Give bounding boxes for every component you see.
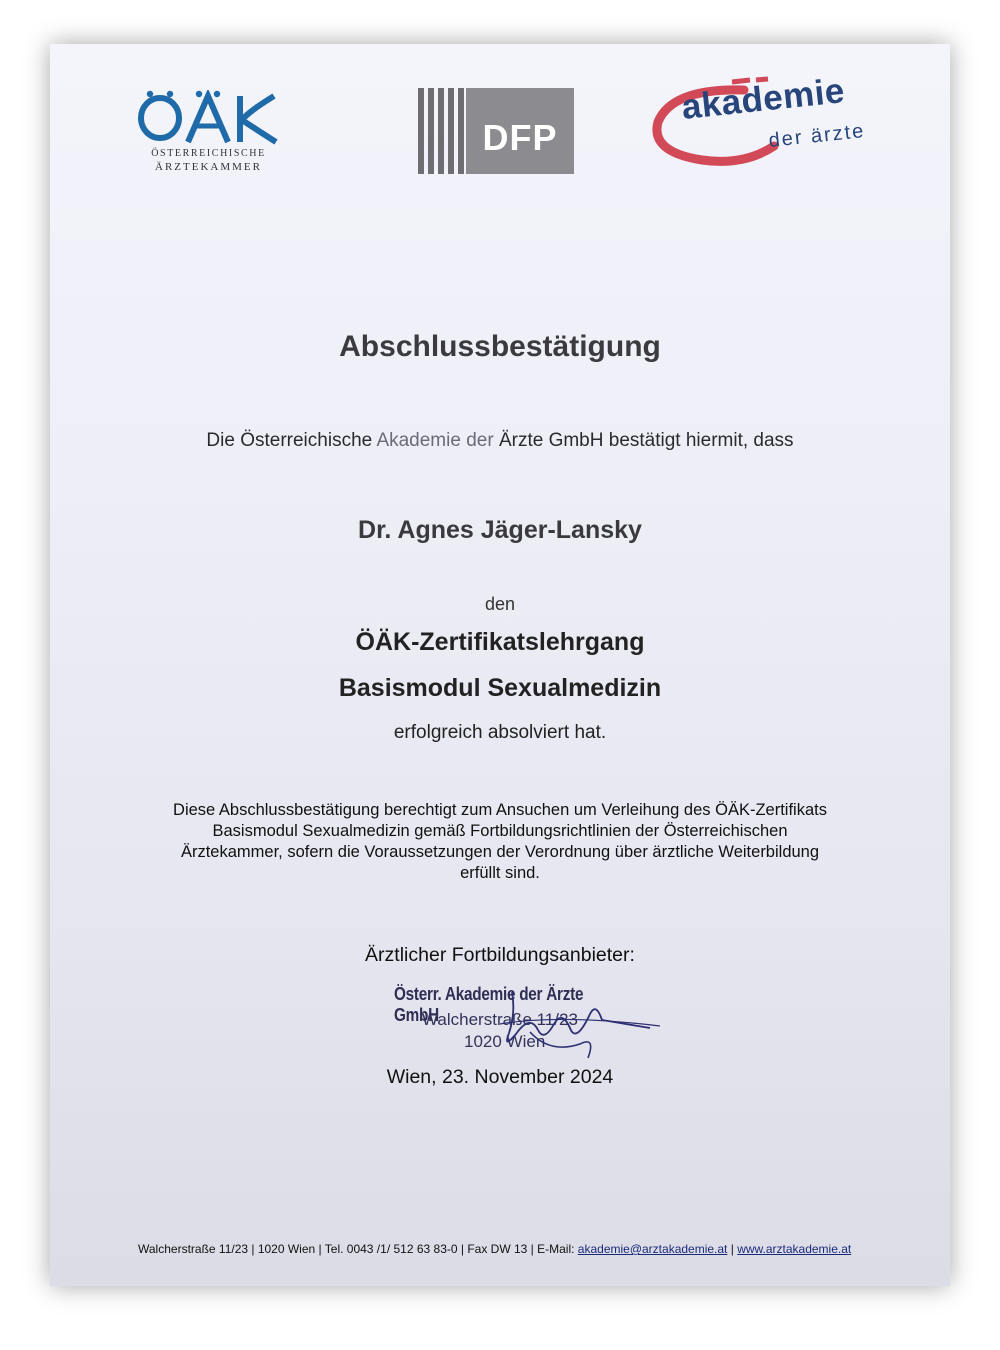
oeak-logo-line2: ÄRZTEKAMMER xyxy=(155,161,262,173)
footer-contact xyxy=(138,1242,878,1256)
certificate-paper xyxy=(50,44,950,1286)
issue-date: Wien, 23. November 2024 xyxy=(386,1066,614,1088)
stamp-line1: Österr. Akademie der Ärzte GmbH xyxy=(394,984,584,1025)
completion-text: erfolgreich absolviert hat. xyxy=(393,722,607,743)
certificate-intro xyxy=(50,430,950,452)
paragraph-line: Diese Abschlussbestätigung berechtigt zum Ansuchen um Verleihung des ÖÄK-Zertifikats xyxy=(173,801,827,819)
signature-icon xyxy=(420,984,670,1064)
intro-text-end: Ärzte GmbH bestätigt hiermit, dass xyxy=(493,430,794,451)
footer-address: Walcherstraße 11/23 | 1020 Wien | Tel. 0043 /1/ 512 63 83-0 | Fax DW 13 | E-Mail: xyxy=(138,1242,578,1256)
stamp-line3: 1020 Wien xyxy=(464,1032,546,1051)
akademie-logo-subtitle: der ärzte xyxy=(767,119,867,153)
stamp-line2: Walcherstraße 11/23 xyxy=(422,1010,578,1029)
intro-text-start: Die Österreichische xyxy=(206,430,377,451)
footer-separator: | xyxy=(727,1242,738,1256)
paragraph-line: Ärztekammer, sofern die Voraussetzungen der Verordnung über ärztliche Weiterbildung xyxy=(180,843,820,861)
course-title: ÖÄK-Zertifikatslehrgang xyxy=(355,628,645,656)
paragraph-line: Basismodul Sexualmedizin gemäß Fortbildungsrichtlinien der Österreichischen xyxy=(212,822,788,840)
paragraph-line: erfüllt sind. xyxy=(460,864,540,882)
eligibility-paragraph xyxy=(110,800,890,884)
dfp-logo xyxy=(418,88,574,174)
akademie-logo-word: akademie xyxy=(679,71,847,128)
dfp-stripes-icon xyxy=(418,88,466,174)
footer-website-link[interactable]: www.arztakademie.at xyxy=(737,1242,852,1256)
dfp-logo-text: DFP xyxy=(466,88,574,174)
provider-label: Ärztlicher Fortbildungsanbieter: xyxy=(365,944,635,966)
oeak-logo xyxy=(136,90,296,180)
certificate-title: Abschlussbestätigung xyxy=(339,330,661,363)
oeak-logo-mark xyxy=(136,90,281,148)
footer-email-link[interactable]: akademie@arztakademie.at xyxy=(577,1242,728,1256)
akademie-logo xyxy=(652,71,892,174)
den-text: den xyxy=(484,594,516,614)
recipient-name: Dr. Agnes Jäger-Lansky xyxy=(358,516,642,544)
provider-stamp xyxy=(360,984,660,1064)
intro-text-faded: Akademie der xyxy=(376,430,494,451)
oeak-logo-line1: ÖSTERREICHISCHE xyxy=(151,148,266,159)
module-title: Basismodul Sexualmedizin xyxy=(338,674,662,702)
